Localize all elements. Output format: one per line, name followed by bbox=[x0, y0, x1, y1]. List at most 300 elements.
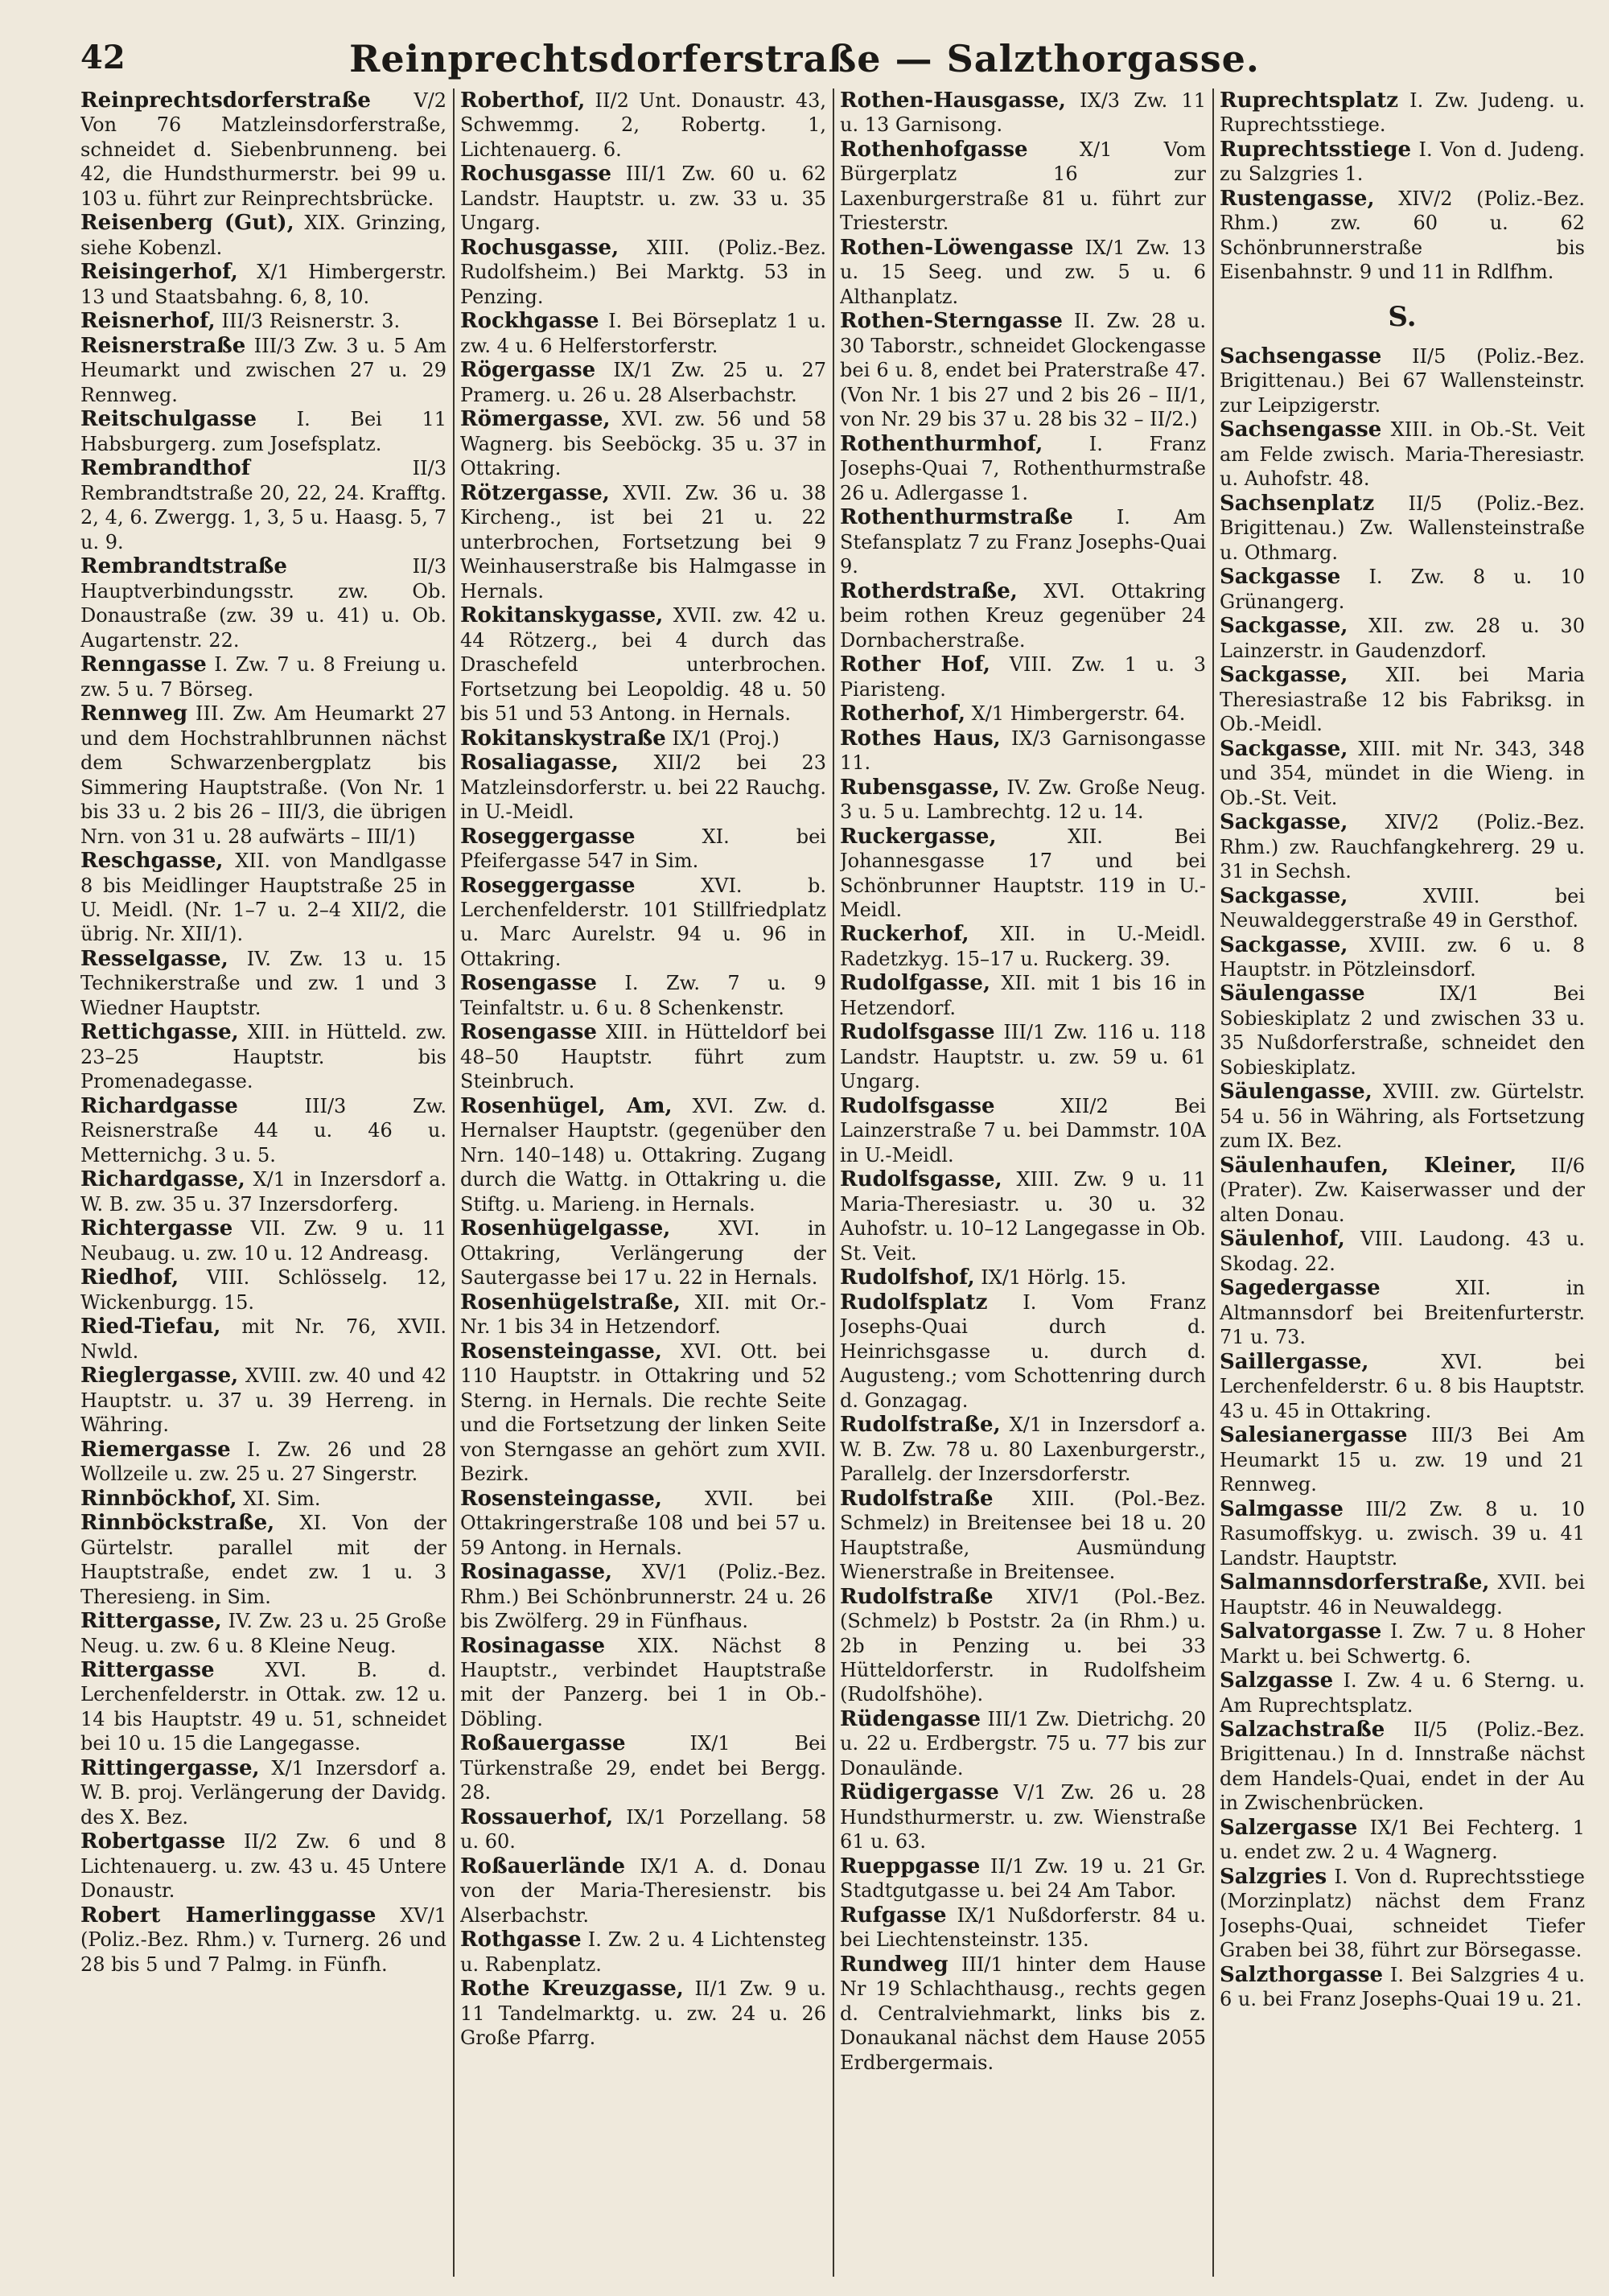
entry-text: III/1 Zw. Dietrichg. 20 u. 22 u. Erdbergstr. 75 u. 77 bis zur Donaulände. bbox=[840, 1707, 1206, 1780]
directory-entry bbox=[1220, 1423, 1585, 1496]
entry-text: I. Zw. 2 u. 4 Lichtensteg u. Rabenplatz. bbox=[460, 1928, 826, 1976]
entry-text: III. Zw. Am Heumarkt 27 und dem Hochstrahlbrunnen nächst dem Schwarzenbergplatz bis Simmering Hauptstraße. (Von Nr. 1 bis 33 u. 2 bis 26 – III/3, die übrigen Nrn. von 31 u. 28 aufwärts – III/1) bbox=[80, 702, 446, 848]
entry-headword: Rittergasse bbox=[80, 1658, 215, 1682]
entry-headword: Sachsengasse bbox=[1220, 418, 1382, 442]
entry-headword: Rudolfsgasse, bbox=[840, 1167, 1002, 1192]
entry-headword: Rinnböckhof, bbox=[80, 1486, 237, 1511]
directory-entry bbox=[840, 236, 1206, 309]
entry-headword: Rudolfsgasse bbox=[840, 1020, 995, 1045]
directory-entry bbox=[1220, 1227, 1585, 1276]
entry-headword: Reisnerstraße bbox=[80, 333, 246, 358]
entry-headword: Reisenberg (Gut), bbox=[80, 211, 294, 236]
directory-entry bbox=[1220, 1276, 1585, 1349]
directory-entry bbox=[460, 1094, 826, 1216]
directory-entry bbox=[80, 88, 446, 211]
entry-headword: Rothen-Löwengasse bbox=[840, 235, 1074, 260]
directory-entry bbox=[1220, 1718, 1585, 1816]
directory-entry bbox=[1220, 1619, 1585, 1669]
directory-entry bbox=[80, 849, 446, 947]
entry-headword: Rittingergasse, bbox=[80, 1755, 260, 1780]
entry-text: VIII. Schlösselg. 12, Wickenburgg. 15. bbox=[80, 1266, 446, 1314]
directory-entry bbox=[840, 1952, 1206, 2075]
entry-headword: Salzgasse bbox=[1220, 1669, 1334, 1693]
entry-headword: Reinprechtsdorferstraße bbox=[80, 88, 371, 113]
entry-text: II/1 Zw. 19 u. 21 Gr. Stadtgutgasse u. bei 24 Am Tabor. bbox=[840, 1854, 1206, 1903]
directory-entry bbox=[80, 456, 446, 554]
entry-headword: Rudolfshof, bbox=[840, 1265, 975, 1290]
entry-text: III/3 Zw. Reisnerstraße 44 u. 46 u. Metternichg. 3 u. 5. bbox=[80, 1094, 446, 1167]
directory-entry bbox=[840, 432, 1206, 505]
directory-entry bbox=[1220, 1669, 1585, 1718]
entry-text: II/3 Rembrandtstraße 20, 22, 24. Krafftg. 2, 4, 6. Zwergg. 1, 3, 5 u. Haasg. 5, 7 u. 9. bbox=[80, 457, 446, 553]
entry-text: XII. von Mandlgasse 8 bis Meidlinger Hauptstraße 25 in U. Meidl. (Nr. 1–7 u. 2–4 XII/2, die übrig. Nr. XII/1). bbox=[80, 850, 446, 946]
entry-text: VII. Zw. 9 u. 11 Neubaug. u. zw. 10 u. 12 Andreasg. bbox=[80, 1217, 446, 1265]
directory-entry bbox=[80, 260, 446, 309]
entry-text: I. Zw. 26 und 28 Wollzeile u. zw. 25 u. 27 Singerstr. bbox=[80, 1438, 446, 1486]
entry-headword: Rothgasse bbox=[460, 1928, 582, 1952]
entry-text: X/1 in Inzersdorf a. W. B. Zw. 78 u. 80 Laxenburgerstr., Parallelg. der Inzersdorferstr. bbox=[840, 1413, 1206, 1486]
entry-headword: Rembrandtstraße bbox=[80, 554, 287, 579]
entry-headword: Rosenhügel, Am, bbox=[460, 1093, 673, 1118]
directory-entry bbox=[460, 1216, 826, 1290]
directory-entry bbox=[1220, 418, 1585, 491]
entry-headword: Rother Hof, bbox=[840, 652, 990, 677]
entry-text: XI. Sim. bbox=[243, 1487, 321, 1510]
entry-text: X/1 Himbergerstr. 64. bbox=[971, 702, 1186, 726]
entry-headword: Roßauerlände bbox=[460, 1854, 626, 1878]
entry-headword: Sackgasse bbox=[1220, 565, 1341, 590]
entry-headword: Rögergasse bbox=[460, 358, 596, 383]
entry-text: II/5 (Poliz.-Bez. Brigittenau.) In d. Innstraße nächst dem Handels-Quai, endet in der Au in Zwischenbrücken. bbox=[1220, 1718, 1585, 1815]
entry-text: XVII. bei Hauptstr. 46 in Neuwaldegg. bbox=[1220, 1571, 1585, 1619]
entry-text: II/2 Zw. 6 und 8 Lichtenauerg. u. zw. 43 u. 45 Untere Donaustr. bbox=[80, 1830, 446, 1903]
entry-text: XVI. B. d. Lerchenfelderstr. in Ottak. zw. 12 u. 14 bis Hauptstr. 49 u. 51, schneidet bei 10 u. 15 die Langegasse. bbox=[80, 1659, 446, 1755]
entry-headword: Rosensteingasse, bbox=[460, 1486, 662, 1511]
entry-text: II/5 (Poliz.-Bez. Brigittenau.) Zw. Wallensteinstraße u. Othmarg. bbox=[1220, 492, 1585, 564]
entry-headword: Rudolfsgasse bbox=[840, 1093, 995, 1118]
directory-entry bbox=[1220, 565, 1585, 614]
directory-entry bbox=[80, 1315, 446, 1364]
directory-entry bbox=[80, 1438, 446, 1487]
entry-text: XII. bei Maria Theresiastraße 12 bis Fabriksg. in Ob.-Meidl. bbox=[1220, 664, 1585, 736]
directory-entry bbox=[1220, 138, 1585, 187]
entry-text: XIII. (Poliz.-Bez. Rudolfsheim.) Bei Marktg. 53 in Penzing. bbox=[460, 236, 826, 308]
directory-entry bbox=[460, 1339, 826, 1487]
directory-entry bbox=[1220, 1497, 1585, 1570]
column-1 bbox=[80, 88, 446, 2285]
entry-text: IX/1 Nußdorferstr. 84 u. bei Liechtensteinstr. 135. bbox=[840, 1903, 1206, 1952]
directory-entry bbox=[80, 407, 446, 456]
entry-text: I. Bei Salzgries 4 u. 6 u. bei Franz Josephs-Quai 19 u. 21. bbox=[1220, 1963, 1585, 2011]
directory-entry bbox=[460, 603, 826, 726]
entry-headword: Reitschulgasse bbox=[80, 407, 257, 432]
directory-entry bbox=[460, 1020, 826, 1093]
entry-headword: Saillergasse, bbox=[1220, 1349, 1369, 1374]
entry-text: I. Bei Börseplatz 1 u. zw. 4 u. 6 Helferstorferstr. bbox=[460, 310, 826, 357]
directory-entry bbox=[840, 138, 1206, 236]
directory-entry bbox=[80, 1094, 446, 1167]
entry-headword: Salzachstraße bbox=[1220, 1718, 1385, 1742]
directory-entry bbox=[460, 825, 826, 874]
directory-entry bbox=[460, 1290, 826, 1339]
entry-headword: Säulengasse bbox=[1220, 981, 1365, 1006]
entry-text: I. Am Stefansplatz 7 zu Franz Josephs-Quai 9. bbox=[840, 506, 1206, 578]
directory-entry bbox=[80, 1265, 446, 1315]
entry-text: IV. Zw. Große Neug. 3 u. 5 u. Lambrechtg. 12 u. 14. bbox=[840, 776, 1206, 824]
directory-entry bbox=[80, 1829, 446, 1903]
entry-headword: Rustengasse, bbox=[1220, 186, 1375, 211]
directory-entry bbox=[840, 1903, 1206, 1952]
entry-headword: Sachsengasse bbox=[1220, 344, 1382, 368]
directory-entry bbox=[460, 358, 826, 407]
directory-entry bbox=[1220, 1816, 1585, 1865]
entry-text: IX/1 A. d. Donau von der Maria-Theresienstr. bis Alserbachstr. bbox=[460, 1854, 826, 1927]
entry-text: XII. zw. 28 u. 30 Lainzerstr. in Gaudenzdorf. bbox=[1220, 615, 1585, 662]
entry-text: III/1 Zw. 60 u. 62 Landstr. Hauptstr. u. zw. 33 u. 35 Ungarg. bbox=[460, 163, 826, 235]
directory-entry bbox=[1220, 1080, 1585, 1153]
directory-entry bbox=[1220, 614, 1585, 663]
entry-headword: Rosaliagasse, bbox=[460, 751, 619, 776]
entry-text: I. Zw. 8 u. 10 Grünangerg. bbox=[1220, 566, 1585, 613]
columns-container bbox=[80, 88, 1585, 2285]
entry-text: XIII. (Pol.-Bez. Schmelz) in Breitensee bei 18 u. 20 Hauptstraße, Ausmündung Wienerstraße in Breitensee. bbox=[840, 1487, 1206, 1584]
entry-text: I. Von d. Ruprechtsstiege (Morzinplatz) nächst dem Franz Josephs-Quai, schneidet Tiefer Graben bei 38, führt zur Börsegasse. bbox=[1220, 1865, 1585, 1962]
entry-text: II/6 (Prater). Zw. Kaiserwasser und der alten Donau. bbox=[1220, 1154, 1585, 1226]
entry-text: IX/3 Zw. 11 u. 13 Garnisong. bbox=[840, 89, 1206, 137]
entry-text: XVI. Ottakring beim rothen Kreuz gegenüber 24 Dornbacherstraße. bbox=[840, 579, 1206, 652]
entry-text: XVIII. zw. 6 u. 8 Hauptstr. in Pötzleinsdorf. bbox=[1220, 933, 1585, 981]
entry-text: XI. Von der Gürtelstr. parallel mit der Hauptstraße, endet zw. 1 u. 3 Theresieng. in Sim. bbox=[80, 1512, 446, 1608]
entry-text: XII. in U.-Meidl. Radetzkyg. 15–17 u. Ruckerg. 39. bbox=[840, 923, 1206, 970]
entry-headword: Richtergasse bbox=[80, 1216, 233, 1241]
entry-headword: Salzgries bbox=[1220, 1864, 1327, 1889]
entry-text: XVIII. zw. 40 und 42 Hauptstr. u. 37 u. 39 Herreng. in Währing. bbox=[80, 1364, 446, 1437]
entry-text: II/2 Unt. Donaustr. 43, Schwemmg. 2, Robertg. 1, Lichtenauerg. 6. bbox=[460, 89, 826, 161]
directory-entry bbox=[840, 1094, 1206, 1167]
entry-headword: Rudolfstraße bbox=[840, 1584, 994, 1609]
entry-headword: Rudolfstraße bbox=[840, 1486, 994, 1511]
entry-headword: Sachsenplatz bbox=[1220, 491, 1375, 516]
directory-entry bbox=[460, 88, 826, 162]
entry-text: III/3 Bei Am Heumarkt 15 u. zw. 19 und 21 Rennweg. bbox=[1220, 1424, 1585, 1496]
directory-entry bbox=[80, 211, 446, 260]
entry-headword: Salzergasse bbox=[1220, 1815, 1358, 1840]
directory-entry bbox=[1220, 344, 1585, 418]
entry-headword: Sackgasse, bbox=[1220, 736, 1348, 761]
entry-headword: Säulenhof, bbox=[1220, 1227, 1345, 1252]
entry-text: III/3 Reisnerstr. 3. bbox=[221, 310, 401, 333]
entry-headword: Rosenhügelgasse, bbox=[460, 1216, 671, 1241]
directory-entry bbox=[460, 726, 826, 751]
directory-entry bbox=[840, 1585, 1206, 1707]
entry-text: XVII. bei Ottakringerstraße 108 und bei 57 u. 59 Antong. in Hernals. bbox=[460, 1487, 826, 1559]
entry-headword: Rothenthurmstraße bbox=[840, 505, 1073, 530]
entry-headword: Rosengasse bbox=[460, 1020, 597, 1045]
entry-headword: Rokitanskygasse, bbox=[460, 603, 664, 628]
entry-headword: Rudolfgasse, bbox=[840, 971, 990, 996]
page-title: Reinprechtsdorferstraße — Salzthorgasse. bbox=[349, 37, 1260, 80]
directory-entry bbox=[1220, 1865, 1585, 1963]
entry-text: I. Vom Franz Josephs-Quai durch d. Heinrichsgasse u. durch d. Augusteng.; vom Schottenring durch d. Gonzagag. bbox=[840, 1290, 1206, 1412]
entry-text: XV/1 (Poliz.-Bez. Rhm.) Bei Schönbrunnerstr. 24 u. 26 bis Zwölferg. 29 in Fünfhaus. bbox=[460, 1561, 826, 1633]
directory-entry bbox=[460, 407, 826, 480]
entry-headword: Renngasse bbox=[80, 652, 207, 677]
directory-entry bbox=[840, 88, 1206, 138]
entry-headword: Reschgasse, bbox=[80, 849, 224, 874]
entry-text: XVIII. bei Neuwaldeggerstraße 49 in Gersthof. bbox=[1220, 884, 1585, 932]
entry-headword: Rothen-Sterngasse bbox=[840, 309, 1063, 334]
entry-headword: Sackgasse, bbox=[1220, 810, 1348, 835]
entry-headword: Rufgasse bbox=[840, 1903, 947, 1928]
column-divider bbox=[453, 88, 455, 2277]
directory-entry bbox=[80, 1487, 446, 1511]
entry-text: IX/1 Bei Fechterg. 1 u. endet zw. 2 u. 4 Wagnerg. bbox=[1220, 1816, 1585, 1864]
directory-entry bbox=[80, 652, 446, 702]
directory-entry bbox=[460, 236, 826, 309]
directory-entry bbox=[80, 702, 446, 849]
entry-headword: Salmannsdorferstraße, bbox=[1220, 1570, 1490, 1595]
entry-text: XII. in Altmannsdorf bei Breitenfurterstr. 71 u. 73. bbox=[1220, 1277, 1585, 1349]
entry-text: II/3 Hauptverbindungsstr. zw. Ob. Donaustraße (zw. 39 u. 41) u. Ob. Augartenstr. 22. bbox=[80, 555, 446, 652]
directory-entry bbox=[840, 1167, 1206, 1265]
entry-headword: Rieglergasse, bbox=[80, 1364, 239, 1389]
entry-text: II/1 Zw. 9 u. 11 Tandelmarktg. u. zw. 24 u. 26 Große Pfarrg. bbox=[460, 1977, 826, 2050]
entry-headword: Rochusgasse, bbox=[460, 235, 619, 260]
column-4 bbox=[1220, 88, 1585, 2285]
entry-text: XVI. Zw. d. Hernalser Hauptstr. (gegenüber den Nrn. 140–148) u. Ottakring. Zugang durch die Wattg. in Ottakring u. die Stiftg. u. Marieng. in Hernals. bbox=[460, 1094, 826, 1216]
directory-entry bbox=[840, 579, 1206, 652]
entry-text: I. Bei 11 Habsburgerg. zum Josefsplatz. bbox=[80, 408, 446, 455]
entry-headword: Salesianergasse bbox=[1220, 1423, 1408, 1448]
directory-entry bbox=[80, 554, 446, 652]
directory-entry bbox=[460, 1731, 826, 1804]
entry-text: XIII. Zw. 9 u. 11 Maria-Theresiastr. u. 30 u. 32 Auhofstr. u. 10–12 Langegasse in Ob. St. Veit. bbox=[840, 1168, 1206, 1265]
entry-headword: Säulengasse, bbox=[1220, 1080, 1372, 1105]
page-header bbox=[0, 32, 1609, 88]
entry-text: IV. Zw. 23 u. 25 Große Neug. u. zw. 6 u. 8 Kleine Neug. bbox=[80, 1610, 446, 1657]
directory-entry bbox=[80, 1756, 446, 1829]
directory-entry bbox=[460, 1560, 826, 1633]
directory-entry bbox=[1220, 1963, 1585, 2012]
directory-entry bbox=[460, 1928, 826, 1977]
entry-text: I. Zw. 7 u. 8 Freiung u. zw. 5 u. 7 Börseg. bbox=[80, 653, 446, 701]
directory-entry bbox=[460, 1977, 826, 2050]
column-2 bbox=[460, 88, 826, 2285]
directory-entry bbox=[80, 1216, 446, 1265]
entry-text: XVI. b. Lerchenfelderstr. 101 Stillfriedplatz u. Marc Aurelstr. 94 u. 96 in Ottakring. bbox=[460, 874, 826, 970]
entry-text: XVI. bei Lerchenfelderstr. 6 u. 8 bis Hauptstr. 43 u. 45 in Ottakring. bbox=[1220, 1350, 1585, 1422]
entry-headword: Ruckergasse, bbox=[840, 824, 997, 849]
entry-headword: Rüdigergasse bbox=[840, 1780, 999, 1805]
entry-headword: Rundweg bbox=[840, 1952, 949, 1977]
letter-heading: S. bbox=[1388, 300, 1417, 333]
entry-headword: Reisnerhof, bbox=[80, 309, 216, 334]
entry-headword: Rothe Kreuzgasse, bbox=[460, 1977, 684, 2002]
entry-headword: Robertgasse bbox=[80, 1829, 226, 1854]
entry-text: X/1 Inzersdorf a. W. B. proj. Verlängerung der Davidg. des X. Bez. bbox=[80, 1756, 446, 1829]
directory-entry bbox=[80, 1167, 446, 1216]
directory-entry bbox=[1220, 810, 1585, 883]
directory-entry bbox=[1220, 187, 1585, 285]
entry-text: XIV/2 (Poliz.-Bez. Rhm.) zw. 60 u. 62 Schönbrunnerstraße bis Eisenbahnstr. 9 und 11 in Rdlfhm. bbox=[1220, 187, 1585, 284]
column-divider bbox=[833, 88, 834, 2277]
entry-text: XIV/2 (Poliz.-Bez. Rhm.) zw. Rauchfangkehrerg. 29 u. 31 in Sechsh. bbox=[1220, 811, 1585, 883]
entry-text: IX/1 Bei Türkenstraße 29, endet bei Bergg. 28. bbox=[460, 1732, 826, 1804]
entry-headword: Roßauergasse bbox=[460, 1731, 626, 1756]
entry-text: I. Zw. 7 u. 8 Hoher Markt u. bei Schwertg. 6. bbox=[1220, 1620, 1585, 1668]
entry-headword: Rossauerhof, bbox=[460, 1804, 614, 1829]
directory-entry bbox=[460, 1805, 826, 1854]
entry-text: mit Nr. 76, XVII. Nwld. bbox=[80, 1315, 446, 1363]
column-divider bbox=[1212, 88, 1214, 2277]
directory-entry bbox=[840, 1413, 1206, 1486]
directory-entry bbox=[80, 1364, 446, 1437]
entry-headword: Rötzergasse, bbox=[460, 480, 610, 505]
entry-headword: Rubensgasse, bbox=[840, 775, 1000, 800]
entry-headword: Rokitanskystraße bbox=[460, 726, 666, 751]
directory-entry bbox=[80, 1511, 446, 1609]
entry-text: XII. mit Or.-Nr. 1 bis 34 in Hetzendorf. bbox=[460, 1290, 826, 1339]
entry-headword: Reisingerhof, bbox=[80, 260, 238, 285]
entry-text: XII. mit 1 bis 16 in Hetzendorf. bbox=[840, 972, 1206, 1019]
entry-headword: Roseggergasse bbox=[460, 873, 636, 898]
directory-entry bbox=[1220, 492, 1585, 565]
entry-headword: Robert Hamerlinggasse bbox=[80, 1903, 377, 1928]
entry-text: XIII. in Ob.-St. Veit am Felde zwisch. Maria-Theresiastr. u. Auhofstr. 48. bbox=[1220, 418, 1585, 491]
entry-headword: Richardgasse, bbox=[80, 1167, 245, 1192]
directory-entry bbox=[80, 1609, 446, 1658]
entry-headword: Rueppgasse bbox=[840, 1854, 981, 1878]
entry-text: IX/1 Bei Sobieskiplatz 2 und zwischen 33 u. 35 Nußdorferstraße, schneidet den Sobieskiplatz. bbox=[1220, 982, 1585, 1079]
entry-text: I. Von d. Judeng. zu Salzgries 1. bbox=[1220, 138, 1585, 186]
entry-headword: Salmgasse bbox=[1220, 1496, 1344, 1521]
entry-text: I. Franz Josephs-Quai 7, Rothenthurmstraße 26 u. Adlergasse 1. bbox=[840, 432, 1206, 504]
directory-entry bbox=[460, 1634, 826, 1732]
entry-text: X/1 Himbergerstr. 13 und Staatsbahng. 6, 8, 10. bbox=[80, 261, 446, 308]
entry-headword: Rosengasse bbox=[460, 971, 597, 996]
directory-entry bbox=[1220, 1570, 1585, 1619]
entry-headword: Roseggergasse bbox=[460, 824, 636, 849]
directory-entry bbox=[1220, 884, 1585, 933]
directory-entry bbox=[840, 309, 1206, 431]
entry-text: XVII. Zw. 36 u. 38 Kircheng., ist bei 21 u. 22 unterbrochen, Fortsetzung bei 9 Weinhauserstraße bis Halmgasse in Hernals. bbox=[460, 481, 826, 603]
entry-text: IX/3 Garnisongasse 11. bbox=[840, 726, 1206, 775]
column-3 bbox=[840, 88, 1206, 2285]
directory-entry bbox=[460, 1487, 826, 1560]
entry-headword: Rennweg bbox=[80, 702, 188, 726]
entry-headword: Riedhof, bbox=[80, 1265, 179, 1290]
directory-entry bbox=[840, 971, 1206, 1020]
directory-entry bbox=[840, 652, 1206, 702]
entry-text: XVI. zw. 56 und 58 Wagnerg. bis Seeböckg. 35 u. 37 in Ottakring. bbox=[460, 408, 826, 480]
directory-entry bbox=[80, 947, 446, 1020]
directory-entry bbox=[460, 751, 826, 824]
entry-headword: Sackgasse, bbox=[1220, 932, 1348, 957]
entry-text: XIX. Nächst 8 Hauptstr., verbindet Hauptstraße mit der Panzerg. bei 1 in Ob.-Döbling. bbox=[460, 1634, 826, 1730]
entry-headword: Rosensteingasse, bbox=[460, 1339, 662, 1364]
directory-entry bbox=[840, 1487, 1206, 1585]
directory-entry bbox=[840, 1780, 1206, 1854]
entry-text: I. Zw. 7 u. 9 Teinfaltstr. u. 6 u. 8 Schenkenstr. bbox=[460, 972, 826, 1019]
directory-entry bbox=[1220, 737, 1585, 810]
entry-headword: Rothes Haus, bbox=[840, 726, 1001, 751]
directory-entry bbox=[840, 505, 1206, 578]
entry-headword: Salzthorgasse bbox=[1220, 1962, 1384, 1987]
entry-headword: Sagedergasse bbox=[1220, 1276, 1381, 1301]
directory-entry bbox=[840, 776, 1206, 825]
directory-entry bbox=[1220, 663, 1585, 736]
directory-entry bbox=[1220, 88, 1585, 138]
entry-text: III/3 Zw. 3 u. 5 Am Heumarkt und zwischen 27 u. 29 Rennweg. bbox=[80, 334, 446, 406]
entry-headword: Sackgasse, bbox=[1220, 883, 1348, 908]
entry-text: XV/1 (Poliz.-Bez. Rhm.) v. Turnerg. 26 und 28 bis 5 und 7 Palmg. in Fünfh. bbox=[80, 1903, 446, 1976]
directory-entry bbox=[1220, 981, 1585, 1080]
directory-entry bbox=[460, 971, 826, 1020]
entry-text: III/2 Zw. 8 u. 10 Rasumoffskyg. u. zwisch. 39 u. 41 Landstr. Hauptstr. bbox=[1220, 1497, 1585, 1570]
entry-headword: Rothenthurmhof, bbox=[840, 431, 1043, 456]
entry-headword: Roberthof, bbox=[460, 88, 586, 113]
directory-entry bbox=[840, 825, 1206, 923]
entry-headword: Rittergasse, bbox=[80, 1609, 222, 1634]
page-number: 42 bbox=[80, 39, 126, 76]
entry-headword: Rudolfsplatz bbox=[840, 1290, 988, 1315]
entry-headword: Ruprechtsplatz bbox=[1220, 88, 1398, 113]
directory-entry bbox=[840, 726, 1206, 776]
entry-text: IX/1 Zw. 25 u. 27 Pramerg. u. 26 u. 28 Alserbachstr. bbox=[460, 359, 826, 406]
directory-entry bbox=[460, 1854, 826, 1928]
directory-entry bbox=[840, 1854, 1206, 1903]
entry-text: IV. Zw. 13 u. 15 Technikerstraße und zw. 1 und 3 Wiedner Hauptstr. bbox=[80, 947, 446, 1019]
entry-headword: Richardgasse bbox=[80, 1093, 238, 1118]
entry-headword: Resselgasse, bbox=[80, 946, 228, 971]
directory-entry bbox=[460, 162, 826, 235]
entry-text: XVII. zw. 42 u. 44 Rötzerg., bei 4 durch das Draschefeld unterbrochen. Fortsetzung bei Leopoldig. 48 u. 50 bis 51 und 53 Antong. in Hernals. bbox=[460, 604, 826, 726]
entry-text: XIII. in Hütteld. zw. 23–25 Hauptstr. bis Promenadegasse. bbox=[80, 1021, 446, 1093]
entry-headword: Riemergasse bbox=[80, 1437, 231, 1462]
entry-text: IX/1 (Proj.) bbox=[672, 726, 780, 750]
directory-entry bbox=[1220, 933, 1585, 982]
directory-entry bbox=[840, 1707, 1206, 1780]
entry-headword: Rüdengasse bbox=[840, 1706, 981, 1731]
directory-entry bbox=[80, 334, 446, 407]
entry-text: XIII. mit Nr. 343, 348 und 354, mündet in die Wieng. in Ob.-St. Veit. bbox=[1220, 737, 1585, 809]
entry-headword: Salvatorgasse bbox=[1220, 1619, 1382, 1644]
entry-text: II/5 (Poliz.-Bez. Brigittenau.) Bei 67 Wallensteinstr. zur Leipzigerstr. bbox=[1220, 344, 1585, 417]
entry-text: XIV/1 (Pol.-Bez. (Schmelz) b Poststr. 2a (in Rhm.) u. 2b in Penzing u. bei 33 Hütteldorferstr. in Rudolfsheim (Rudolfshöhe). bbox=[840, 1585, 1206, 1706]
entry-text: IX/1 Zw. 13 u. 15 Seeg. und zw. 5 u. 6 Althanplatz. bbox=[840, 236, 1206, 308]
directory-entry bbox=[840, 922, 1206, 971]
entry-headword: Rosinagasse bbox=[460, 1633, 606, 1658]
entry-text: VIII. Zw. 1 u. 3 Piaristeng. bbox=[840, 653, 1206, 701]
entry-headword: Sackgasse, bbox=[1220, 614, 1348, 639]
entry-text: XII/2 bei 23 Matzleinsdorferstr. u. bei 22 Rauchg. in U.-Meidl. bbox=[460, 751, 826, 824]
entry-text: II. Zw. 28 u. 30 Taborstr., schneidet Glockengasse bei 6 u. 8, endet bei Praterstraße 47. (Von Nr. 1 bis 27 und 2 bis 26 – II/1, von Nr. 29 bis 37 u. 28 bis 32 – II/2.) bbox=[840, 310, 1206, 431]
directory-entry bbox=[1220, 1154, 1585, 1227]
entry-text: III/1 hinter dem Hause Nr 19 Schlachthausg., rechts gegen d. Centralviehmarkt, links bis z. Donaukanal nächst dem Hause 2055 Erdbergermais. bbox=[840, 1952, 1206, 2074]
entry-headword: Ried-Tiefau, bbox=[80, 1315, 221, 1339]
entry-headword: Ruckerhof, bbox=[840, 922, 969, 947]
entry-headword: Sackgasse, bbox=[1220, 663, 1348, 688]
entry-headword: Rothen-Hausgasse, bbox=[840, 88, 1066, 113]
entry-headword: Rettichgasse, bbox=[80, 1020, 239, 1045]
entry-text: III/1 Zw. 116 u. 118 Landstr. Hauptstr. u. zw. 59 u. 61 Ungarg. bbox=[840, 1021, 1206, 1093]
entry-text: I. Zw. 4 u. 6 Sterng. u. Am Ruprechtsplatz. bbox=[1220, 1669, 1585, 1717]
directory-entry bbox=[80, 1658, 446, 1756]
entry-text: V/1 Zw. 26 u. 28 Hundsthurmerstr. u. zw. Wienstraße 61 u. 63. bbox=[840, 1781, 1206, 1854]
entry-headword: Rotherdstraße, bbox=[840, 578, 1018, 603]
entry-text: XVI. in Ottakring, Verlängerung der Sautergasse bei 17 u. 22 in Hernals. bbox=[460, 1217, 826, 1290]
entry-text: V/2 Von 76 Matzleinsdorferstraße, schneidet d. Siebenbrunneng. bei 42, die Hundsthurmerstr. bei 99 u. 103 u. führt zur Reinprechtsbrücke. bbox=[80, 89, 446, 210]
